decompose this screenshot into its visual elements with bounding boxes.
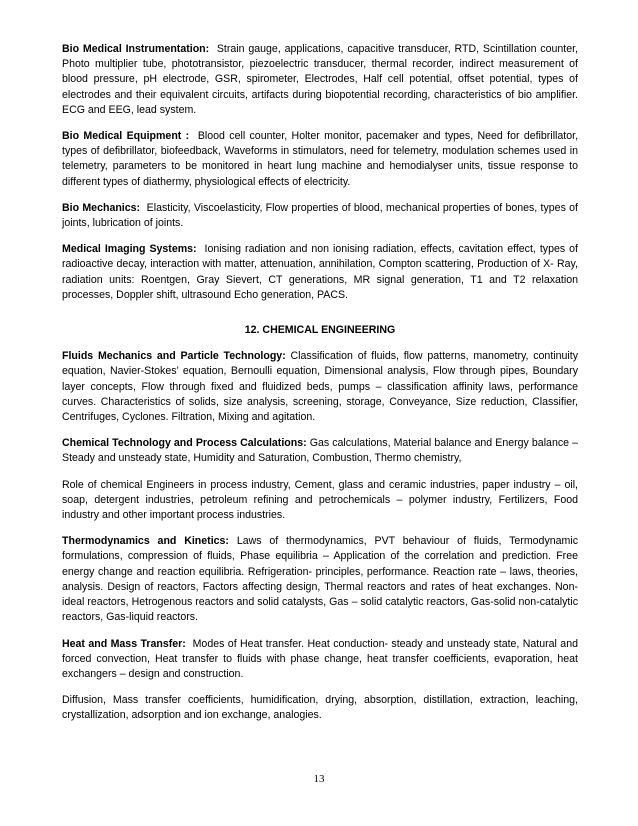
paragraph-bio-medical-instrumentation — [62, 42, 578, 118]
paragraph-heading: Bio Medical Equipment : — [62, 130, 190, 143]
paragraph-heading: Medical Imaging Systems: — [62, 243, 197, 256]
paragraph-text: Elasticity, Viscoelasticity, Flow properties of blood, mechanical properties of bones, types of joints, lubrication of joints. — [62, 201, 578, 230]
document-page — [62, 42, 578, 735]
paragraph-heading: Thermodynamics and Kinetics: — [62, 535, 229, 548]
section-title: 12. CHEMICAL ENGINEERING — [244, 324, 396, 337]
paragraph-thermodynamics-kinetics — [62, 534, 578, 625]
paragraph-bio-mechanics — [62, 201, 578, 231]
paragraph-text: Ionising radiation and non ionising radiation, effects, cavitation effect, types of radioactive decay, interaction with matter, attenuation, annihilation, Compton scattering, Production of X- Ray, radiation units: Roentgen, Gray Sievert, CT generations, MR signal generation, T1 and T2 relaxation processes, Doppler shift, ultrasound Echo generation, PACS. — [62, 243, 578, 301]
paragraph-text: Blood cell counter, Holter monitor, pacemaker and types, Need for defibrillator, types of defibrillator, biofeedback, Waveforms in stimulators, need for telemetry, modulation schemes used in telemetry, parameters to be monitored in heart lung machine and hemodialyser units, tissue response to different types of diathermy, physiological effects of electricity. — [62, 130, 579, 188]
paragraph-text: Classification of fluids, flow patterns, manometry, continuity equation, Navier-Stokes’ equation, Bernoulli equation, Dimensional analysis, Flow through pipes, Boundary layer concepts, Flow through fixed and fluidized beds, pumps – classification affinity laws, performance curves. Characteristics of solids, size analysis, screening, storage, Conveyance, Size reduction, Classifier, Centrifuges, Cyclones. Filtration, Mixing and agitation. — [62, 350, 578, 424]
paragraph-heading: Bio Mechanics: — [62, 201, 141, 214]
page-number: 13 — [313, 773, 325, 785]
paragraph-fluid-mechanics — [62, 349, 578, 425]
paragraph-heading: Fluids Mechanics and Particle Technology: — [62, 350, 286, 363]
paragraph-text: Laws of thermodynamics, PVT behaviour of fluids, Termodynamic formulations, compression of fluids, Phase equilibria – Application of the correlation and prediction. Free energy change and reaction equilibria. Refrigeration- principles, performance. Reaction rate – laws, theories, analysis. Design of reactors, Factors affecting design, Thermal reactors and rates of heat exchanges. Non-ideal reactors, Hetrogenous reactors and solid catalysts, Gas – solid catalytic reactors, Gas-solid non-catalytic reactors, Gas-liquid reactors. — [62, 535, 579, 624]
paragraph-text: Gas calculations, Material balance and Energy balance – Steady and unsteady state, Humidity and Saturation, Combustion, Thermo chemistry, — [62, 437, 578, 465]
paragraph-text: Modes of Heat transfer. Heat conduction- steady and unsteady state, Natural and forced convection, Heat transfer to fluids with phase change, heat transfer coefficients, evaporation, heat exchangers – design and construction. — [62, 637, 578, 680]
paragraph-chemical-technology — [62, 436, 578, 466]
paragraph-role-of-chemical-engineers — [62, 478, 578, 524]
paragraph-heading: Heat and Mass Transfer: — [62, 637, 186, 650]
paragraph-text: Role of chemical Engineers in process industry, Cement, glass and ceramic industries, paper industry – oil, soap, detergent industries, petroleum refining and petrochemicals – polymer industry, Fertilizers, Food industry and other important process industries. — [62, 478, 578, 522]
paragraph-diffusion — [62, 693, 578, 723]
paragraph-text: Strain gauge, applications, capacitive transducer, RTD, Scintillation counter, Photo multiplier tube, phototransistor, piezoelectric transducer, thermal recorder, indirect measurement of blood pressure, pH electrode, GSR, spirometer, Electrodes, Half cell potential, offset potential, types of electrodes and their equivalent circuits, artifacts during biopotential recording, characteristics of bio amplifier. ECG and EEG, lead system. — [62, 43, 579, 116]
paragraph-heading: Bio Medical Instrumentation: — [62, 43, 210, 55]
paragraph-text: Diffusion, Mass transfer coefficients, humidification, drying, absorption, distillation, extraction, leaching, crystallization, adsorption and ion exchange, analogies. — [62, 694, 578, 722]
paragraph-heat-mass-transfer — [62, 637, 578, 683]
paragraph-bio-medical-equipment — [62, 129, 578, 190]
paragraph-medical-imaging-systems — [62, 242, 578, 303]
paragraph-heading: Chemical Technology and Process Calculations: — [62, 437, 307, 450]
